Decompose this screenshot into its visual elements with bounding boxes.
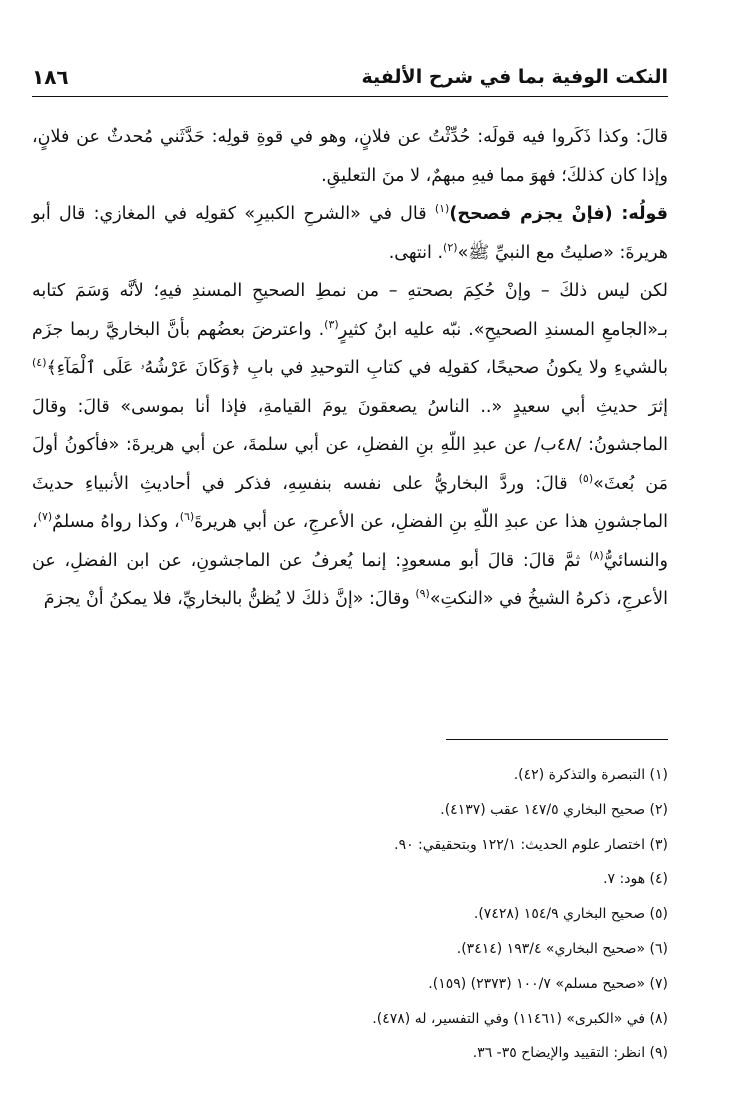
paragraph-3-text-a: لكن ليس ذلكَ – وإنْ حُكِمَ بصحتهِ – من نمطِ الصحيحِ المسندِ فيهِ؛ لأنَّه وَسَمَ كتابه بـ«الجامعِ المسندِ الصحيحِ». نبّه عليه ابنُ كثيرٍ: [32, 281, 669, 340]
paragraph-3-text-d: قالَ: وردَّ البخاريُّ على نفسه بنفسِهِ، فذكر في أحاديثِ الأنبياءِ حديثَ الماجشونِ هذا عن عبدِ اللّهِ بنِ الفضلِ، عن الأعرجِ، عن أبي هريرةَ: [32, 473, 668, 532]
footnote-6: (٦) «صحيح البخاري» ١٩٣/٤ (٣٤١٤).: [456, 940, 668, 957]
footnote-ref-6[interactable]: (٦): [179, 510, 195, 524]
paragraph-3-text-f: ، والنسائيُّ: [32, 512, 668, 571]
paragraph-3: [32, 272, 668, 619]
footnote-4: (٤) هود: ٧.: [603, 871, 668, 888]
footnotes: [32, 758, 668, 1071]
footnote-ref-5[interactable]: (٥): [578, 471, 594, 485]
footnote-8: (٨) في «الكبرى» (١١٤٦١) وفي التفسير، له (٤٧٨).: [372, 1010, 668, 1027]
footnote-ref-1[interactable]: (١): [434, 202, 450, 216]
paragraph-3-text-h: وقالَ: «إنَّ ذلكَ لا يُظنُّ بالبخاريِّ، فلا يمكنُ أنْ يجزمَ: [43, 589, 416, 609]
footnote-9: (٩) انظر: التقييد والإيضاح ٣٥- ٣٦.: [472, 1045, 668, 1062]
paragraph-3-text-e: ، وكذا رواهُ مسلمٌ: [52, 512, 180, 532]
footnote-ref-9[interactable]: (٩): [415, 587, 430, 601]
running-title: النكت الوفية بما في شرح الألفية: [361, 66, 668, 88]
footnote-ref-8[interactable]: (٨): [589, 548, 604, 562]
footnote-divider: [446, 739, 668, 740]
header-divider: [32, 96, 668, 97]
paragraph-3-text-c: إثرَ حديثِ أبي سعيدٍ «.. الناسُ يصعقونَ يومَ القيامةِ، فإذا أنا بموسى» قالَ: وقالَ الماجشونُ: /٤٨ب/ عن عبدِ اللّهِ بنِ الفضلِ، عن أبي سلمةَ، عن أبي هريرةَ: «فأكونُ أولَ مَن بُعثَ»: [32, 396, 668, 494]
footnote-ref-3[interactable]: (٣): [324, 317, 339, 331]
main-text: [32, 118, 668, 619]
page-header: [32, 60, 668, 100]
footnote-5: (٥) صحيح البخاري ١٥٤/٩ (٧٤٢٨).: [473, 906, 668, 923]
footnote-1: (١) التبصرة والتذكرة (٤٢).: [513, 767, 668, 783]
footnote-ref-2[interactable]: (٢): [443, 240, 458, 254]
page-number: ١٨٦: [32, 65, 69, 89]
footnote-3: (٣) اختصار علوم الحديث: ١٢٢/١ وبتحقيقي: ٩٠.: [394, 836, 668, 853]
quoted-verse-lead: قولُه: (فإنْ يجزم فصحح): [449, 204, 668, 224]
paragraph-2: [32, 195, 668, 272]
paragraph-2-text-a: قال في «الشرحِ الكبيرِ» كقولِه في المغازي: قال أبو هريرةَ: «صليتُ مع النبيِّ ﷺ»: [32, 204, 668, 263]
footnote-2: (٢) صحيح البخاري ١٤٧/٥ عقب (٤١٣٧).: [440, 801, 668, 818]
footnote-ref-4[interactable]: (٤): [32, 356, 47, 370]
footnote-7: (٧) «صحيح مسلم» ١٠٠/٧ (٢٣٧٣) (١٥٩).: [428, 975, 668, 992]
paragraph-1: قالَ: وكذا ذَكَروا فيه قولَه: حُدِّثْتُ عن فلانٍ، وهو في قوةِ قولِه: حَدَّثَني مُحدثٌ عن فلانٍ، وإذا كان كذلكَ؛ فهوَ مما فيهِ مبهمٌ، لا منَ التعليقِ.: [32, 127, 668, 186]
paragraph-3-text-b: . واعترضَ بعضُهم بأنَّ البخاريَّ ربما جزَم بالشيءِ ولا يكونُ صحيحًا، كقولِه في كتابِ التوحيدِ في بابِ ﴿وَكَانَ عَرْشُهُۥ عَلَى ٱلْمَآءِ﴾: [32, 319, 668, 378]
paragraph-2-text-b: . انتهى.: [388, 242, 444, 263]
footnote-ref-7[interactable]: (٧): [37, 510, 53, 524]
paragraph-3-text-g: ثمَّ قالَ: قالَ أبو مسعودٍ: إنما يُعرفُ عن الماجشونِ، عن ابن الفضلِ، عن الأعرجِ، ذكرهُ الشيخُ في «النكتِ»: [32, 550, 668, 609]
